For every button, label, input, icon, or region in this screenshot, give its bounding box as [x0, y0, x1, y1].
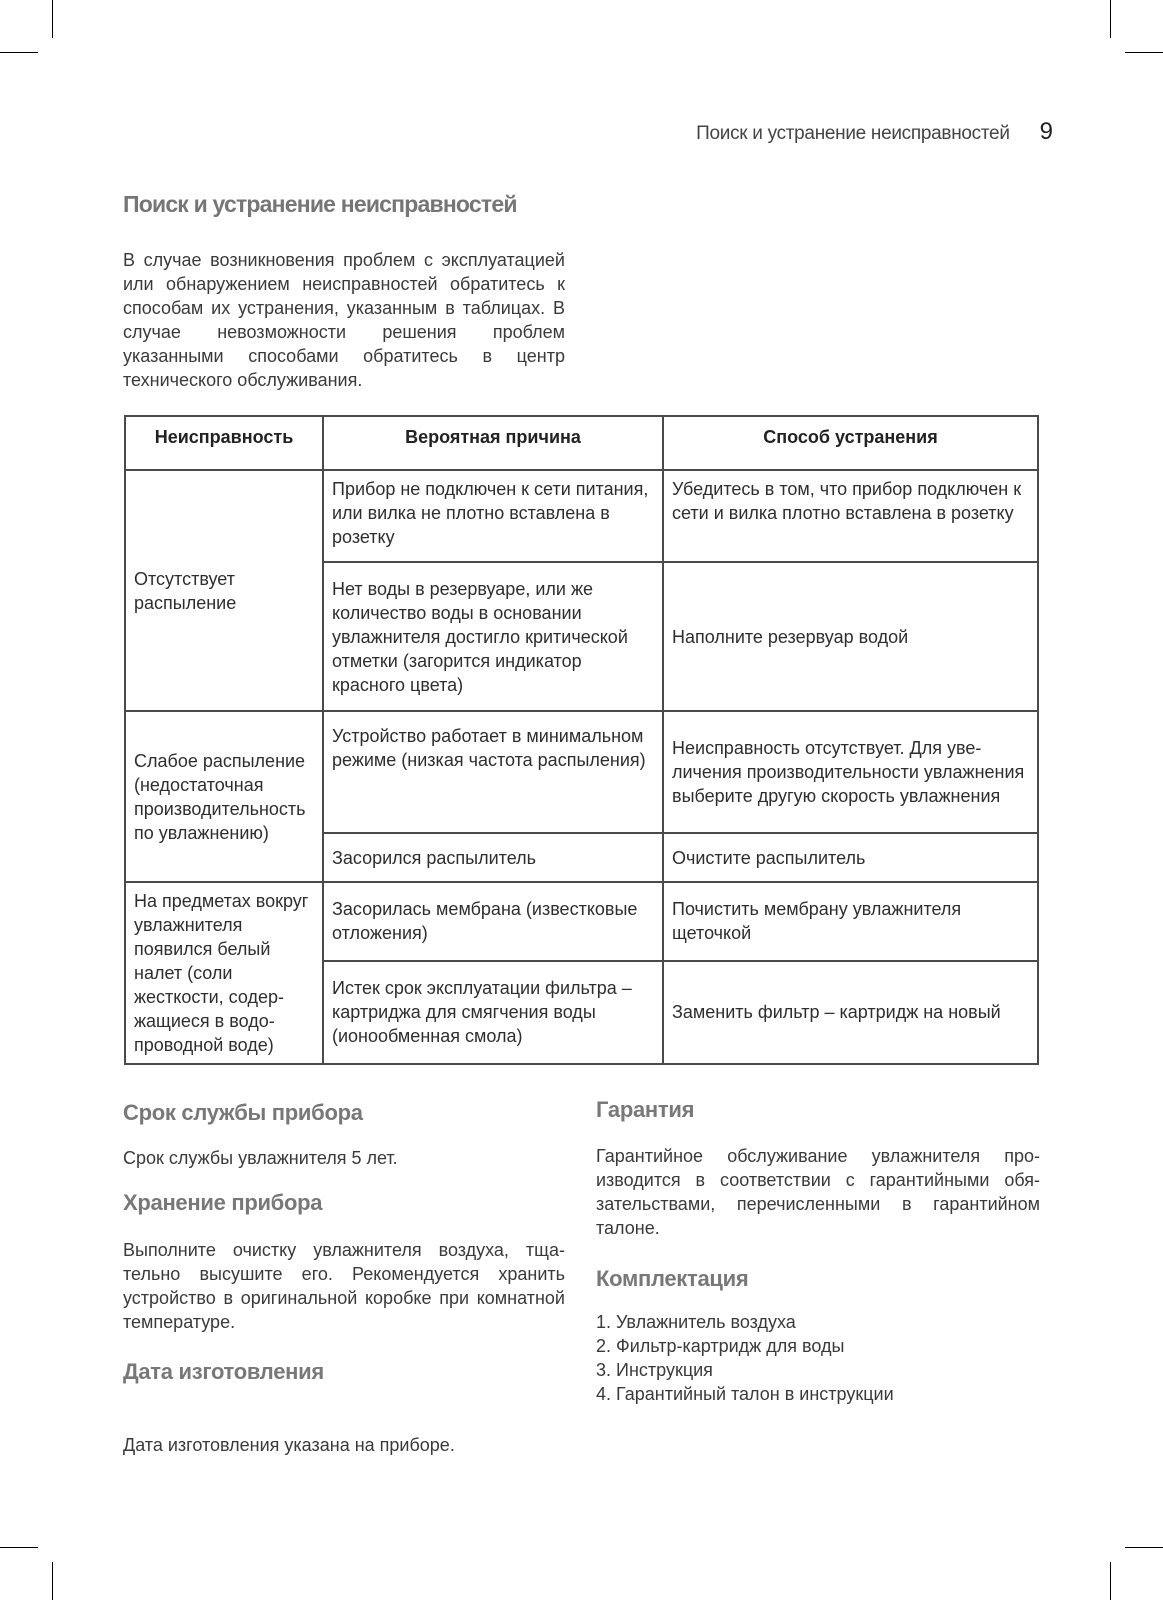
remedy-cell: Наполните резервуар водой — [663, 562, 1038, 711]
crop-mark-top-left-h — [0, 52, 38, 53]
table-row — [125, 882, 1038, 961]
service-life-text: Срок службы увлажнителя 5 лет. — [123, 1148, 398, 1168]
table-header-row — [125, 416, 1038, 470]
table-row — [125, 711, 1038, 833]
page-number: 9 — [1039, 118, 1053, 145]
section-title-manufacture-date: Дата изготовления — [123, 1359, 324, 1384]
section-title-troubleshooting: Поиск и устранение неисправностей — [123, 191, 517, 217]
list-item: 3. Инструкция — [596, 1360, 713, 1380]
fault-cell: Слабое распыление (недостаточная производительность по увлажнению) — [125, 711, 323, 882]
crop-mark-bottom-left-h — [0, 1547, 38, 1548]
remedy-cell: Неисправность отсутствует. Для увеличения производительности увлажнения выберите другую скорость увлажнения — [663, 711, 1038, 833]
remedy-cell: Почистить мембрану увлажнителя щеточкой — [663, 882, 1038, 961]
running-title: Поиск и устранение неисправностей — [696, 123, 1010, 144]
cause-cell: Истек срок эксплуатации фильтра – картриджа для смягчения воды (ионообменная смола) — [323, 961, 663, 1064]
crop-mark-bottom-left-v — [52, 1562, 53, 1600]
section-title-storage: Хранение прибора — [123, 1190, 323, 1215]
crop-mark-top-right-h — [1125, 52, 1163, 53]
cause-cell: Прибор не подключен к сети питания, или вилка не плотно вставлена в розетку — [323, 470, 663, 562]
remedy-cell: Убедитесь в том, что прибор подключен к сети и вилка плотно вставлена в розетку — [663, 470, 1038, 562]
troubleshooting-table — [124, 415, 1039, 1065]
list-item: 1. Увлажнитель воздуха — [596, 1312, 796, 1332]
list-item: 4. Гарантийный талон в инструкции — [596, 1384, 894, 1404]
cause-cell: Засорился распылитель — [323, 833, 663, 882]
crop-mark-top-left-v — [52, 0, 53, 38]
manufacture-date-text: Дата изготовления указана на приборе. — [123, 1435, 455, 1455]
remedy-cell: Очистите распылитель — [663, 833, 1038, 882]
fault-cell: На предметах вокруг увлажнителя появился белый налет (соли жесткости, содержащиеся в водопроводной воде) — [125, 882, 323, 1064]
column-header-fault: Неисправность — [125, 416, 323, 470]
list-item: 2. Фильтр-картридж для воды — [596, 1336, 845, 1356]
running-header — [696, 118, 1053, 146]
crop-mark-top-right-v — [1110, 0, 1111, 38]
section-title-warranty: Гарантия — [596, 1097, 695, 1122]
package-list — [596, 1310, 894, 1406]
warranty-text: Гарантийное обслуживание увлажнителя производится в соответствии с гарантийными обязательствами, перечисленными в гарантийном талоне. — [596, 1146, 1040, 1238]
cause-cell: Нет воды в резервуаре, или же количество воды в основании увлажнителя достигло критической отметки (загорится индикатор красного цвета) — [323, 562, 663, 711]
storage-text: Выполните очистку увлажнителя воздуха, тщательно высушите его. Рекомендуется хранить устройство в оригинальной коробке при комнатной температуре. — [123, 1240, 565, 1332]
section-title-package: Комплектация — [596, 1266, 749, 1291]
cause-cell: Засорилась мембрана (известковые отложения) — [323, 882, 663, 961]
table-row — [125, 470, 1038, 562]
section-title-service-life: Срок службы прибора — [123, 1100, 363, 1125]
column-header-cause: Вероятная причина — [323, 416, 663, 470]
column-header-remedy: Способ устранения — [663, 416, 1038, 470]
crop-mark-bottom-right-v — [1110, 1562, 1111, 1600]
intro-paragraph: В случае возникновения проблем с эксплуатацией или обнаружением неисправностей обратитесь к способам их устранения, указанным в таблицах. В случае невозможности решения проблем указанными способами обратитесь в центр технического обслуживания. — [123, 250, 565, 390]
remedy-cell: Заменить фильтр – картридж на новый — [663, 961, 1038, 1064]
fault-cell: Отсутствует распыление — [125, 470, 323, 711]
cause-cell: Устройство работает в минимальном режиме (низкая частота распыления) — [323, 711, 663, 833]
crop-mark-bottom-right-h — [1125, 1547, 1163, 1548]
